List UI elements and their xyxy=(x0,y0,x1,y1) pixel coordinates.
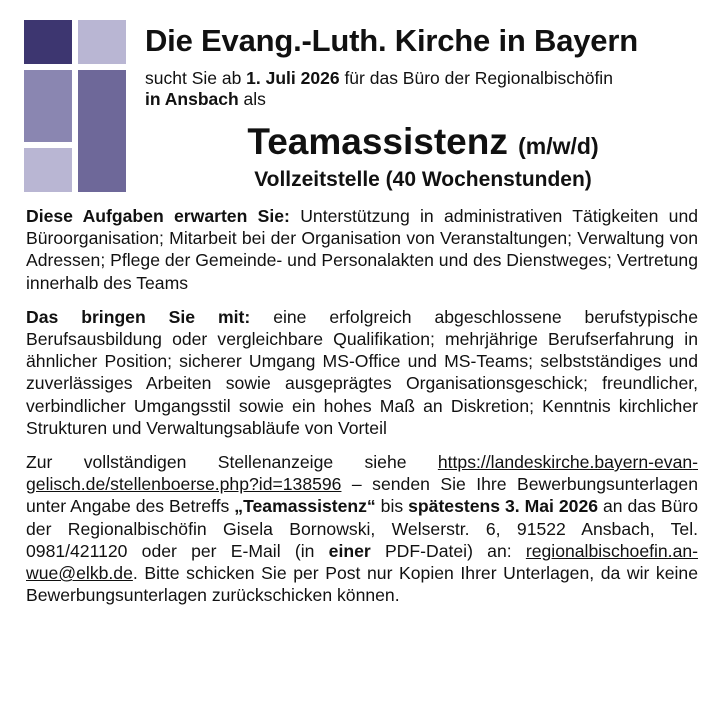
logo-square-top-right xyxy=(78,20,126,64)
application-subject: „Teamassistenz“ xyxy=(234,496,376,517)
intro-text: sucht Sie ab 1. Juli 2026 für das Büro der Regionalbischöfin in Ansbach als xyxy=(145,68,613,109)
logo-bar-middle-left xyxy=(24,70,72,142)
location: in Ansbach xyxy=(145,89,239,109)
logo-square-bottom-left xyxy=(24,148,72,192)
email-link[interactable]: regionalbischoefin.an-wue@elkb.de xyxy=(26,540,698,584)
job-subtitle: Vollzeitstelle (40 Wochenstunden) xyxy=(254,168,592,191)
application-deadline: spätestens 3. Mai 2026 xyxy=(408,496,599,517)
application-paragraph: Zur vollständigen Stellenanzeige siehe https://landeskirche.bayern-evangelisch.de/stellenboerse.php?id=138596 – senden Sie Ihre Bewerbungsunterlagen unter Angabe des Betreffs „Teamassistenz“ bis spätestens 3. Mai 2026 an das Büro der Regionalbischöfin Gisela Bornowski, Welserstr. 6, 91522 Ansbach, Tel. 0981/421120 oder per E-Mail (in einer PDF-Datei) an: regionalbischoefin.an-wue@elkb.de. Bitte schicken Sie per Post nur Kopien Ihrer Unterlagen, da wir keine Bewerbungsunterlagen zurückschicken können. xyxy=(26,452,698,606)
tasks-text: Unterstützung in administrativen Tätigkeiten und Büroorganisation; Mitarbeit bei der Organisation von Veranstaltungen; Verwaltung von Adressen; Pflege der Gemeinde- und Personalakten und des Dienstweges; Vertretung innerhalb des Teams xyxy=(26,206,699,293)
tasks-paragraph xyxy=(26,205,698,294)
start-date: 1. Juli 2026 xyxy=(246,68,340,88)
job-heading xyxy=(145,122,701,192)
job-posting-link[interactable]: https://landeskirche.bayern-evangelisch.de/stellenboerse.php?id=138596 xyxy=(26,452,698,495)
job-title: Teamassistenz xyxy=(247,121,508,162)
page-title: Die Evang.-Luth. Kirche in Bayern xyxy=(145,23,638,58)
profile-heading: Das bringen Sie mit: xyxy=(26,306,251,327)
profile-paragraph xyxy=(26,306,698,439)
logo-bar-right xyxy=(78,70,126,192)
logo-square-top-left xyxy=(24,20,72,64)
profile-text: eine erfolgreich abgeschlossene berufstypische Berufsausbildung oder vergleichbare Qualifikation; mehrjährige Berufserfahrung in ähnlicher Position; sicherer Umgang MS-Office und MS-Teams; selbstständiges und zuverlässiges Arbeiten sowie ausgeprägtes Organisationsgeschick; freundlicher, verbindlicher Umgangsstil sowie ein hohes Maß an Diskretion; Kenntnis kirchlicher Strukturen und Verwaltungsabläufe von Vorteil xyxy=(26,306,698,438)
ad-body xyxy=(26,205,698,618)
gender-suffix: (m/w/d) xyxy=(518,133,599,159)
tasks-heading: Diese Aufgaben erwarten Sie: xyxy=(26,206,290,226)
church-logo xyxy=(24,20,126,192)
header xyxy=(145,24,701,192)
